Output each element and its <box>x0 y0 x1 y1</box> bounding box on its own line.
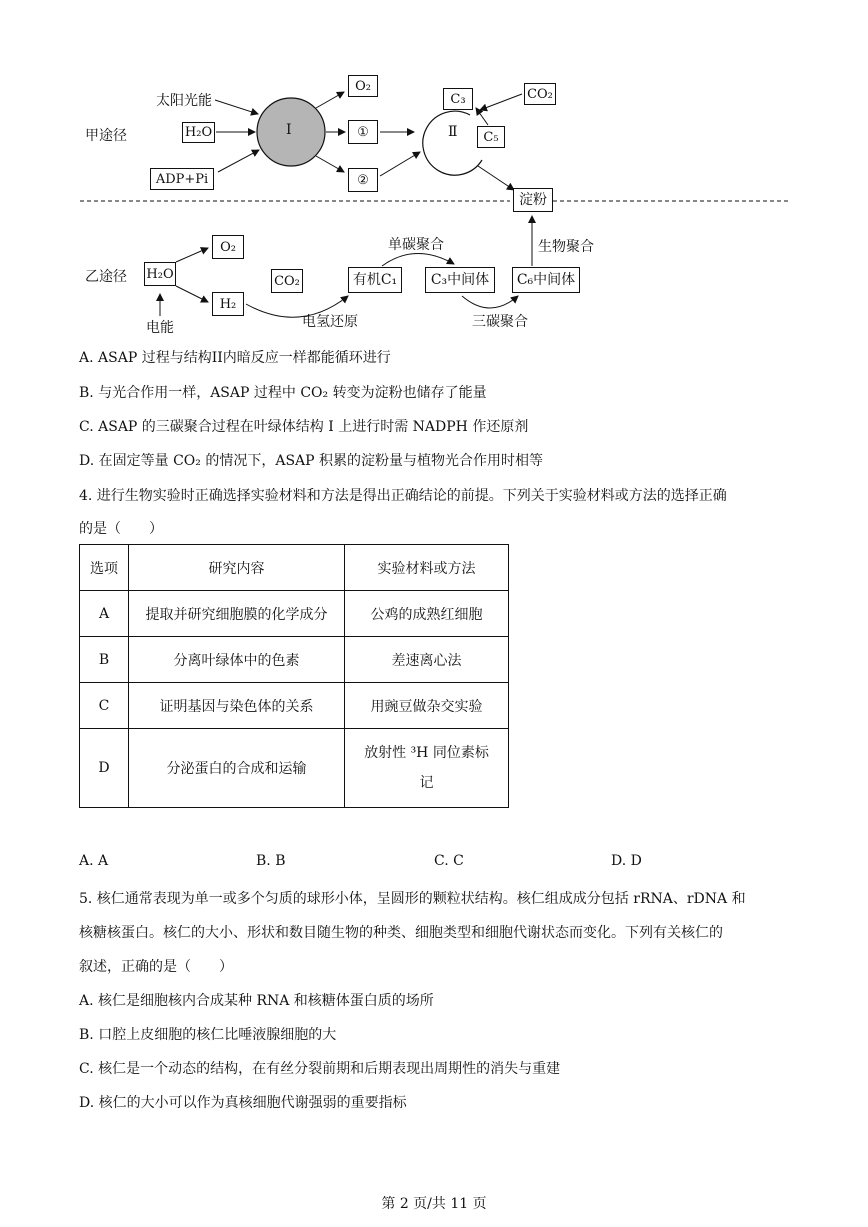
cell-method: 公鸡的成熟红细胞 <box>345 591 509 637</box>
q4-table <box>79 544 509 808</box>
q5-stem-line2: 核糖核蛋白。核仁的大小、形状和数目随生物的种类、细胞类型和细胞代谢状态而变化。下列有关核仁的 <box>79 925 723 941</box>
method-line1: 放射性 ³H 同位素标 <box>364 745 489 761</box>
cell-method: 用豌豆做杂交实验 <box>345 683 509 729</box>
q3-option-d: D. 在固定等量 CO₂ 的情况下，ASAP 积累的淀粉量与植物光合作用时相等 <box>79 453 544 469</box>
cell-option: A <box>80 591 129 637</box>
structure-ii-label: Ⅱ <box>448 124 458 140</box>
table-row <box>80 729 509 808</box>
page-footer: 第 2 页/共 11 页 <box>381 1196 487 1212</box>
q3-option-b: B. 与光合作用一样，ASAP 过程中 CO₂ 转变为淀粉也储存了能量 <box>79 385 487 401</box>
header-option: 选项 <box>80 545 129 591</box>
h2o-box-b: H₂O <box>144 262 176 286</box>
table-row <box>80 683 509 729</box>
starch-box: 淀粉 <box>513 188 553 212</box>
cell-option: D <box>80 729 129 808</box>
o2-box-a: O₂ <box>348 75 378 97</box>
structure-ii-cycle <box>423 111 482 175</box>
q5-option-d: D. 核仁的大小可以作为真核细胞代谢强弱的重要指标 <box>79 1095 407 1111</box>
circle-two-box: ② <box>348 168 378 192</box>
electric-label: 电能 <box>146 320 174 336</box>
q4-choice-d: D. D <box>611 853 642 869</box>
h2o-box-a: H₂O <box>182 122 215 143</box>
path-a-label: 甲途径 <box>85 128 127 144</box>
q5-option-a: A. 核仁是细胞核内合成某种 RNA 和核糖体蛋白质的场所 <box>79 993 434 1009</box>
q4-choice-b: B. B <box>256 853 286 869</box>
electro-h-label: 电氢还原 <box>302 314 358 330</box>
q3-option-c: C. ASAP 的三碳聚合过程在叶绿体结构 I 上进行时需 NADPH 作还原剂 <box>79 419 529 435</box>
c5-box: C₅ <box>477 126 505 148</box>
cell-option: B <box>80 637 129 683</box>
c3-intermediate-box: C₃中间体 <box>425 267 495 293</box>
q4-choice-a: A. A <box>79 853 109 869</box>
cell-method <box>345 729 509 808</box>
cell-content: 提取并研究细胞膜的化学成分 <box>129 591 345 637</box>
o2-box-b: O₂ <box>212 235 244 259</box>
tri-carbon-label: 三碳聚合 <box>472 314 528 330</box>
q4-choice-c: C. C <box>434 853 464 869</box>
circle-one-box: ① <box>348 120 378 144</box>
adp-box: ADP+Pi <box>150 168 214 190</box>
table-row <box>80 637 509 683</box>
header-content: 研究内容 <box>129 545 345 591</box>
q4-stem-line1: 4. 进行生物实验时正确选择实验材料和方法是得出正确结论的前提。下列关于实验材料或方法的选择正确 <box>79 488 727 504</box>
cell-content: 证明基因与染色体的关系 <box>129 683 345 729</box>
table-header-row <box>80 545 509 591</box>
cell-content: 分泌蛋白的合成和运输 <box>129 729 345 808</box>
co2-box-a: CO₂ <box>524 83 556 105</box>
solar-label: 太阳光能 <box>156 93 212 109</box>
cell-option: C <box>80 683 129 729</box>
path-b-label: 乙途径 <box>85 269 127 285</box>
c3-box: C₃ <box>443 88 473 110</box>
q5-stem-line1: 5. 核仁通常表现为单一或多个匀质的球形小体，呈圆形的颗粒状结构。核仁组成成分包括 rRNA、rDNA 和 <box>79 891 746 907</box>
cell-content: 分离叶绿体中的色素 <box>129 637 345 683</box>
co2-box-b: CO₂ <box>271 269 303 293</box>
single-carbon-label: 单碳聚合 <box>388 237 444 253</box>
q5-stem-line3: 叙述，正确的是（ ） <box>79 959 233 975</box>
organic-c1-box: 有机C₁ <box>348 267 402 293</box>
header-method: 实验材料或方法 <box>345 545 509 591</box>
q5-option-c: C. 核仁是一个动态的结构，在有丝分裂前期和后期表现出周期性的消失与重建 <box>79 1061 561 1077</box>
q5-option-b: B. 口腔上皮细胞的核仁比唾液腺细胞的大 <box>79 1027 337 1043</box>
q4-stem-line2: 的是（ ） <box>79 521 163 537</box>
q3-option-a: A. ASAP 过程与结构II内暗反应一样都能循环进行 <box>79 350 391 366</box>
cell-method: 差速离心法 <box>345 637 509 683</box>
structure-i-label: I <box>286 122 292 138</box>
bio-poly-label: 生物聚合 <box>538 239 594 255</box>
h2-box: H₂ <box>212 292 244 316</box>
method-line2: 记 <box>419 775 434 791</box>
table-row <box>80 591 509 637</box>
c6-intermediate-box: C₆中间体 <box>512 267 580 293</box>
